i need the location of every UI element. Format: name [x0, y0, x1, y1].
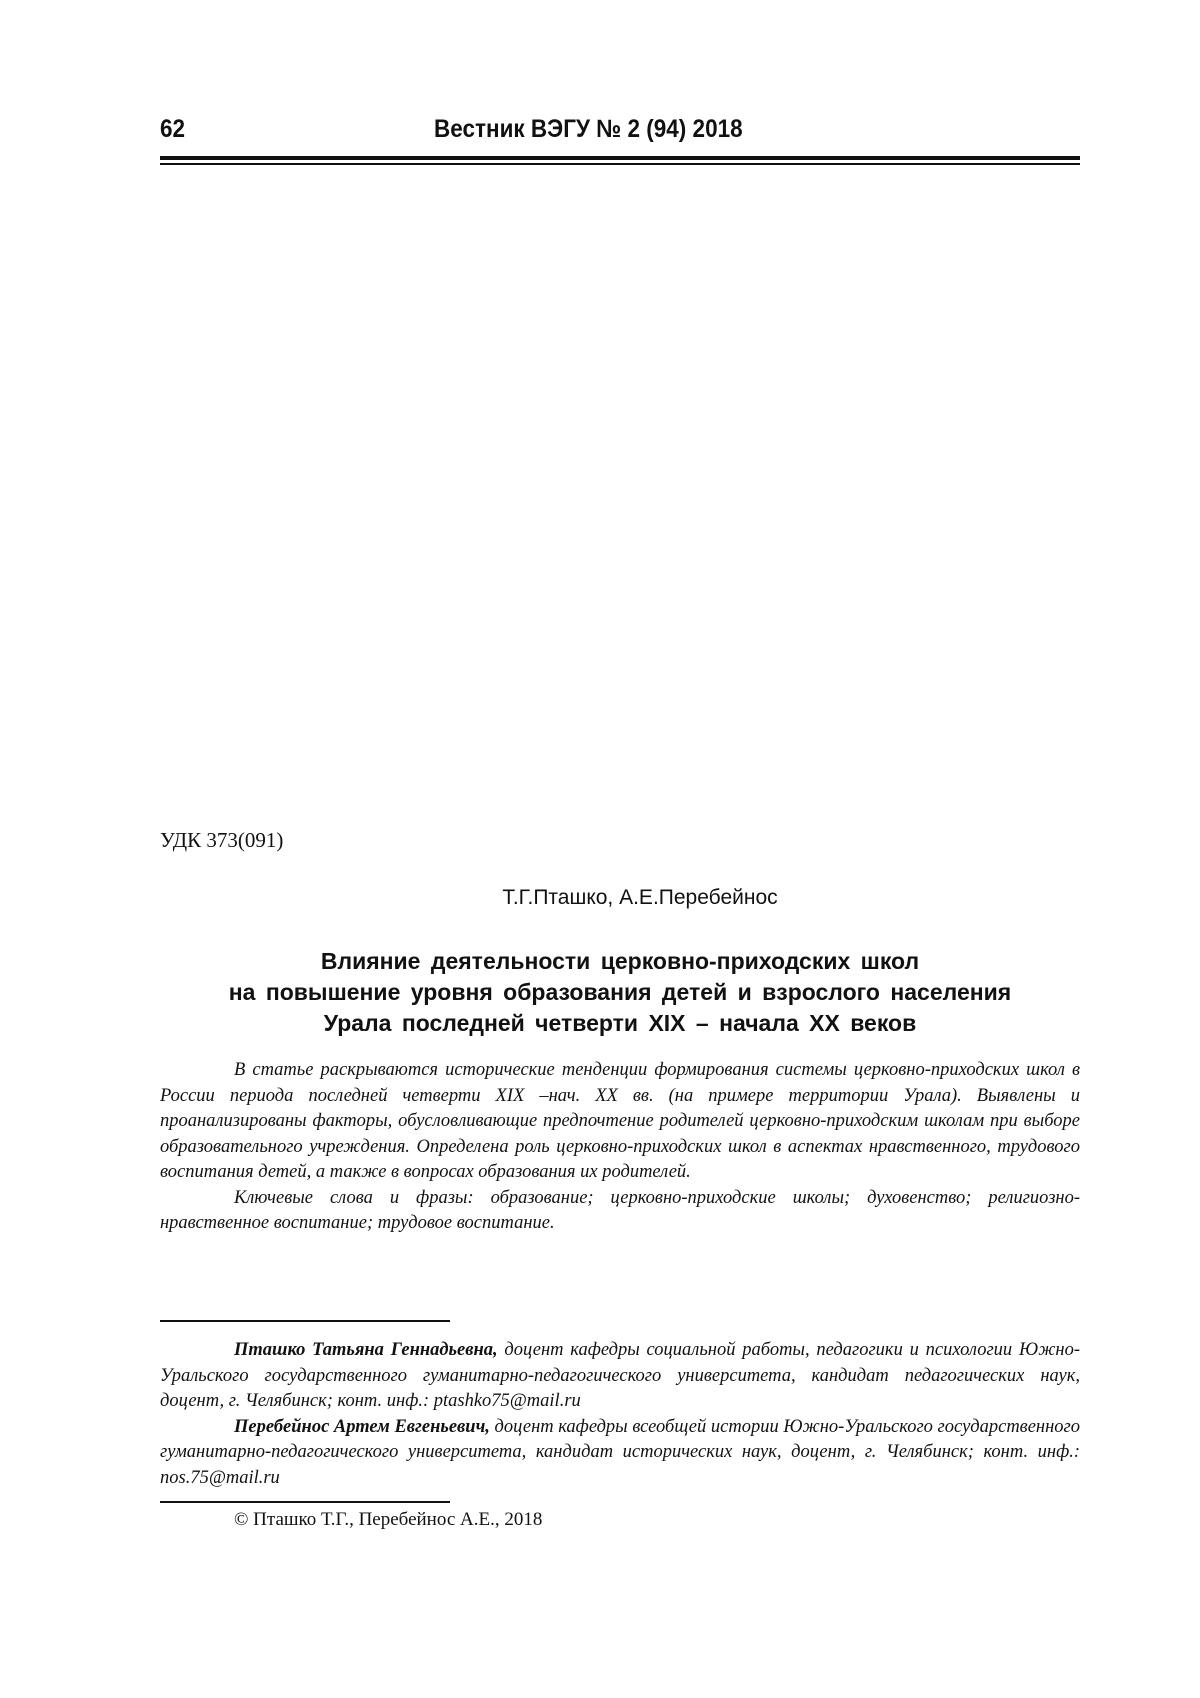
running-header [160, 115, 1088, 155]
copyright: © Пташко Т.Г., Перебейнос А.Е., 2018 [234, 1509, 543, 1530]
journal-title: Вестник ВЭГУ № 2 (94) 2018 [434, 115, 743, 143]
author-footnotes [160, 1338, 1080, 1491]
footnote-author-name: Перебейнос Артем Евгеньевич, [234, 1416, 490, 1437]
footnote-rule [160, 1320, 450, 1322]
footnote-author-2 [160, 1415, 1080, 1492]
article-authors: Т.Г.Пташко, А.Е.Перебейнос [502, 886, 778, 909]
title-line: Урала последней четверти XIX – начала XX веков [323, 1010, 917, 1036]
footnote-author-info: доцент кафедры всеобщей истории Южно-Уральского государственного гуманитарно-педагогического университета, кандидат исторических наук, доцент, г. Челябинск; конт. инф.: nos.75@mail.ru [160, 1416, 1080, 1488]
udc-code: УДК 373(091) [160, 828, 284, 852]
page-number: 62 [160, 115, 186, 143]
abstract [160, 1058, 1080, 1237]
abstract-keywords: Ключевые слова и фразы: образование; церковно-приходские школы; духовенство; религиозно-нравственное воспитание; трудовое воспитание. [160, 1187, 1080, 1233]
header-rule-thick [160, 156, 1080, 160]
copyright-rule [160, 1501, 450, 1503]
footnote-author-info: доцент кафедры социальной работы, педагогики и психологии Южно-Уральского государственного гуманитарно-педагогического университета, кандидат педагогических наук, доцент, г. Челябинск; конт. инф.: ptashko75@mail.ru [160, 1340, 1080, 1411]
title-line: на повышение уровня образования детей и взрослого населения [228, 979, 1012, 1005]
abstract-text: В статье раскрываются исторические тенденции формирования системы церковно-приходских школ в России периода последней четверти XIX –нач. XX вв. (на примере территории Урала). Выявлены и проанализированы факторы, обусловливающие предпочтение родителей церковно-приходским школам при выборе образовательного учреждения. Определена роль церковно-приходских школ в аспектах нравственного, трудового воспитания детей, а также в вопросах образования их родителей. [160, 1060, 1080, 1182]
header-rule-thin [160, 163, 1080, 165]
footnote-author-name: Пташко Татьяна Геннадьевна, [234, 1340, 498, 1360]
footnote-author-1 [160, 1338, 1080, 1415]
title-line: Влияние деятельности церковно-приходских школ [320, 948, 920, 974]
article-title [160, 946, 1080, 1039]
